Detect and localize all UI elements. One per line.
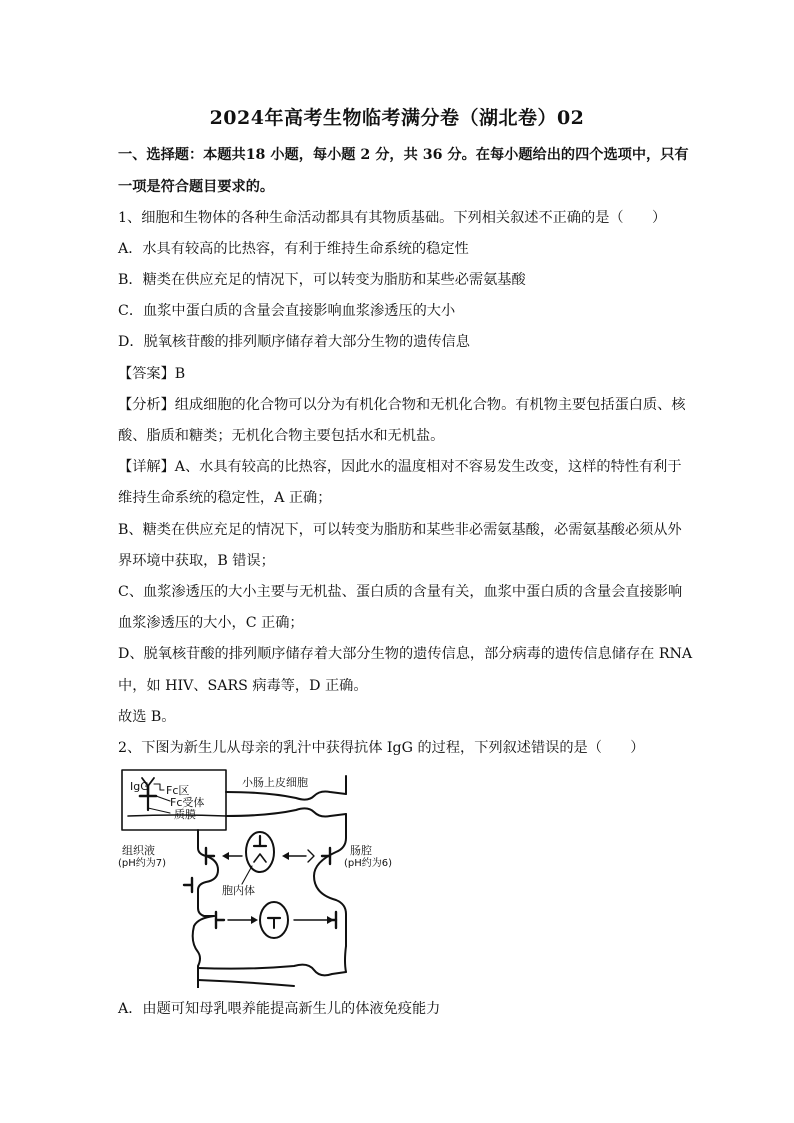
section-header-line-1: 一、选择题：本题共18 小题，每小题 2 分，共 36 分。在每小题给出的四个选项中，只有 bbox=[118, 147, 689, 163]
label-membrane: 质膜 bbox=[174, 808, 196, 821]
q2-stem: 2、下图为新生儿从母亲的乳汁中获得抗体 IgG 的过程，下列叙述错误的是（ ） bbox=[118, 740, 645, 756]
label-intestine: 肠腔 bbox=[350, 844, 372, 857]
label-intestine-ph: (pH约为6) bbox=[344, 858, 393, 869]
page-title: 2024年高考生物临考满分卷（湖北卷）02 bbox=[209, 107, 585, 129]
q1-detail-line-3: B、糖类在供应充足的情况下，可以转变为脂肪和某些非必需氨基酸，必需氨基酸必须从外 bbox=[118, 522, 682, 538]
label-igg: IgG bbox=[130, 780, 149, 793]
q1-option-a: A．水具有较高的比热容，有利于维持生命系统的稳定性 bbox=[118, 241, 469, 257]
section-header-line-2: 一项是符合题目要求的。 bbox=[118, 179, 275, 195]
q1-detail-line-1: 【详解】A、水具有较高的比热容，因此水的温度相对不容易发生改变，这样的特性有利于 bbox=[118, 459, 682, 475]
label-tissue-ph: (pH约为7) bbox=[118, 858, 167, 869]
label-fc-receptor: Fc受体 bbox=[170, 796, 205, 809]
q1-detail-line-2: 维持生命系统的稳定性，A 正确； bbox=[118, 490, 332, 506]
igg-transport-diagram bbox=[118, 766, 408, 988]
label-endosome: 胞内体 bbox=[222, 884, 255, 897]
q1-analysis-line-1: 【分析】组成细胞的化合物可以分为有机化合物和无机化合物。有机物主要包括蛋白质、核 bbox=[118, 397, 686, 413]
label-tissue-fluid: 组织液 bbox=[122, 844, 155, 857]
q1-option-d: D．脱氧核苷酸的排列顺序储存着大部分生物的遗传信息 bbox=[118, 334, 470, 350]
q1-detail-line-4: 界环境中获取，B 错误； bbox=[118, 553, 275, 569]
q1-stem: 1、细胞和生物体的各种生命活动都具有其物质基础。下列相关叙述不正确的是（ ） bbox=[118, 210, 667, 226]
q1-conclusion: 故选 B。 bbox=[118, 709, 176, 725]
q1-answer: 【答案】B bbox=[118, 366, 186, 382]
q1-detail-line-8: 中，如 HIV、SARS 病毒等，D 正确。 bbox=[118, 678, 368, 694]
q1-detail-line-7: D、脱氧核苷酸的排列顺序储存着大部分生物的遗传信息，部分病毒的遗传信息储存在 RNA bbox=[118, 646, 693, 662]
q1-option-b: B．糖类在供应充足的情况下，可以转变为脂肪和某些必需氨基酸 bbox=[118, 272, 526, 288]
q2-option-a: A．由题可知母乳喂养能提高新生儿的体液免疫能力 bbox=[118, 1001, 441, 1017]
label-fc-region: Fc区 bbox=[166, 784, 190, 797]
label-cell: 小肠上皮细胞 bbox=[242, 776, 308, 789]
q1-analysis-line-2: 酸、脂质和糖类；无机化合物主要包括水和无机盐。 bbox=[118, 428, 445, 444]
q1-option-c: C．血浆中蛋白质的含量会直接影响血浆渗透压的大小 bbox=[118, 303, 456, 319]
q1-detail-line-6: 血浆渗透压的大小，C 正确； bbox=[118, 615, 304, 631]
q1-detail-line-5: C、血浆渗透压的大小主要与无机盐、蛋白质的含量有关，血浆中蛋白质的含量会直接影响 bbox=[118, 584, 683, 600]
